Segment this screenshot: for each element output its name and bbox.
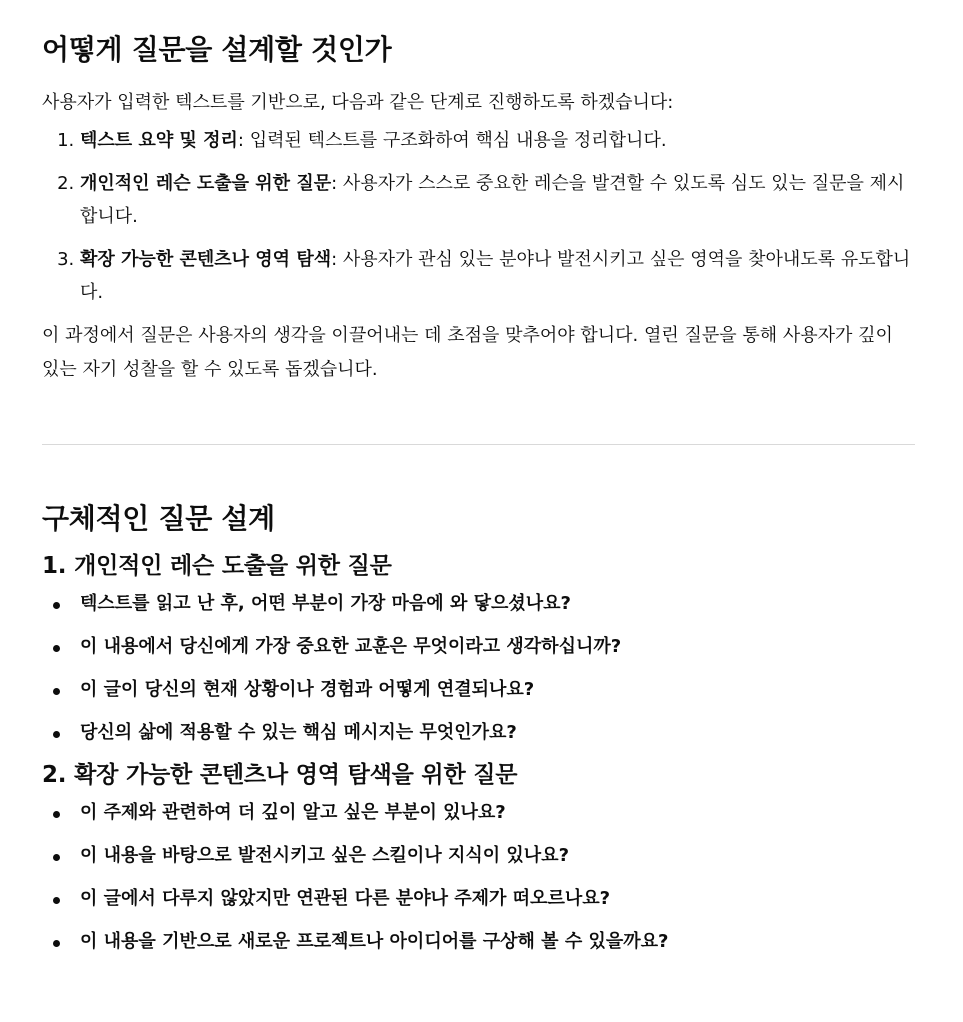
- steps-list: [42, 124, 915, 309]
- question-list-personal-lessons: [42, 587, 915, 750]
- step-item: [80, 243, 915, 309]
- question-text: 당신의 삶에 적용할 수 있는 핵심 메시지는 무엇인가요?: [80, 722, 517, 743]
- bullet-icon: [53, 645, 60, 652]
- step-title: 개인적인 레슨 도출을 위한 질문: [80, 173, 332, 194]
- step-item: [80, 124, 915, 157]
- bullet-icon: [53, 897, 60, 904]
- question-text: 이 내용을 기반으로 새로운 프로젝트나 아이디어를 구상해 볼 수 있을까요?: [80, 931, 669, 952]
- step-item: [80, 167, 915, 233]
- question-text: 이 주제와 관련하여 더 깊이 알고 싶은 부분이 있나요?: [80, 802, 506, 823]
- section-divider: [42, 444, 915, 445]
- bullet-icon: [53, 940, 60, 947]
- question-text: 이 글이 당신의 현재 상황이나 경험과 어떻게 연결되나요?: [80, 679, 535, 700]
- bullet-icon: [53, 731, 60, 738]
- bullet-icon: [53, 811, 60, 818]
- step-title: 텍스트 요약 및 정리: [80, 130, 238, 151]
- question-item: [80, 925, 915, 959]
- question-item: [80, 673, 915, 707]
- step-description: : 사용자가 스스로 중요한 레슨을 발견할 수 있도록 심도 있는 질문을 제시합니다.: [80, 173, 905, 227]
- section-title-question-design: 어떻게 질문을 설계할 것인가: [42, 33, 392, 66]
- intro-paragraph: 사용자가 입력한 텍스트를 기반으로, 다음과 같은 단계로 진행하도록 하겠습니다:: [42, 92, 674, 113]
- question-item: [80, 716, 915, 750]
- closing-paragraph: 이 과정에서 질문은 사용자의 생각을 이끌어내는 데 초점을 맞추어야 합니다. 열린 질문을 통해 사용자가 깊이 있는 자기 성찰을 할 수 있도록 돕겠습니다.: [42, 325, 893, 380]
- question-text: 이 내용에서 당신에게 가장 중요한 교훈은 무엇이라고 생각하십니까?: [80, 636, 622, 657]
- question-item: [80, 882, 915, 916]
- question-text: 텍스트를 읽고 난 후, 어떤 부분이 가장 마음에 와 닿으셨나요?: [80, 593, 571, 614]
- question-item: [80, 839, 915, 873]
- question-list-expansion: [42, 796, 915, 959]
- question-item: [80, 587, 915, 621]
- question-text: 이 내용을 바탕으로 발전시키고 싶은 스킬이나 지식이 있나요?: [80, 845, 570, 866]
- step-description: : 사용자가 관심 있는 분야나 발전시키고 싶은 영역을 찾아내도록 유도합니다.: [80, 249, 911, 303]
- question-item: [80, 796, 915, 830]
- subsection-heading-personal-lessons: 1. 개인적인 레슨 도출을 위한 질문: [42, 553, 392, 579]
- question-text: 이 글에서 다루지 않았지만 연관된 다른 분야나 주제가 떠오르나요?: [80, 888, 611, 909]
- bullet-icon: [53, 602, 60, 609]
- bullet-icon: [53, 688, 60, 695]
- step-title: 확장 가능한 콘텐츠나 영역 탐색: [80, 249, 332, 270]
- step-description: : 입력된 텍스트를 구조화하여 핵심 내용을 정리합니다.: [237, 130, 667, 151]
- section-title-specific-questions: 구체적인 질문 설계: [42, 502, 275, 535]
- subsection-heading-expansion: 2. 확장 가능한 콘텐츠나 영역 탐색을 위한 질문: [42, 762, 518, 788]
- question-item: [80, 630, 915, 664]
- bullet-icon: [53, 854, 60, 861]
